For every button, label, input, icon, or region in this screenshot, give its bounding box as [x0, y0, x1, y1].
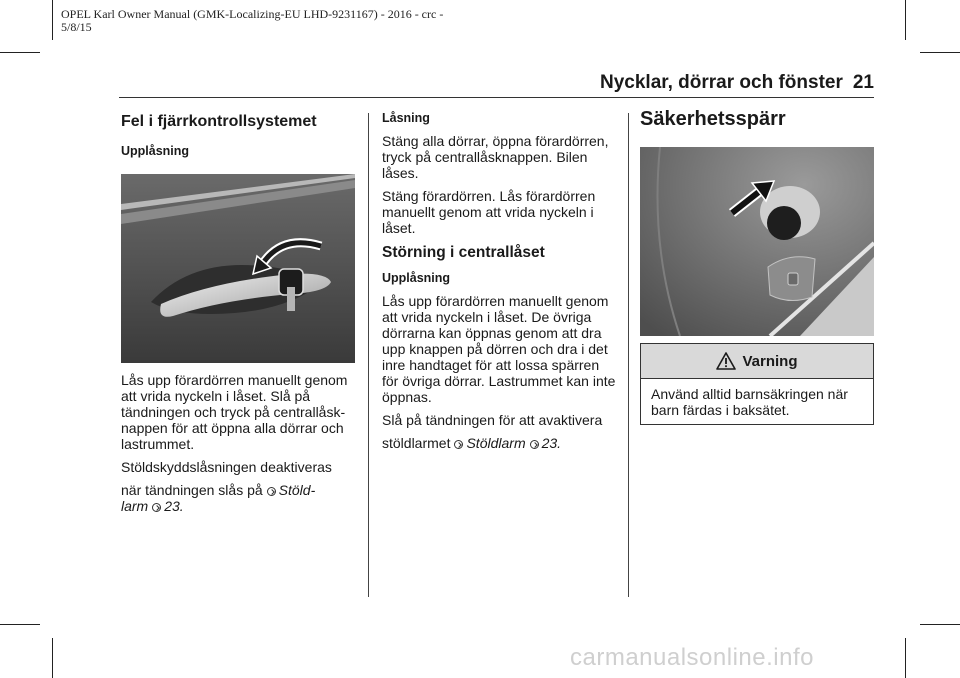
subsection-heading: Låsning: [382, 111, 430, 125]
warning-text: Använd alltid barnsäkringen när barn färdas i baksätet.: [651, 386, 848, 418]
crop-mark: [920, 624, 960, 625]
cross-reference-link[interactable]: Stöldlarm: [466, 435, 526, 451]
paragraph: Slå på tändningen för att avaktivera: [382, 412, 603, 428]
paragraph: Stöldskyddslåsningen deaktiveras: [121, 459, 332, 475]
section-heading: Säkerhetsspärr: [640, 108, 786, 130]
column-divider: [368, 113, 369, 597]
print-metadata-line: OPEL Karl Owner Manual (GMK-Localizing-EU LHD-9231167) - 2016 - crc -: [61, 7, 444, 21]
crop-mark: [920, 52, 960, 53]
crop-mark: [0, 52, 40, 53]
subsection-heading: Upplåsning: [382, 271, 451, 285]
page-number: 21: [852, 72, 874, 93]
column-middle: [382, 108, 618, 451]
section-heading: Störning i centrallåset: [382, 244, 545, 261]
paragraph: Stäng alla dörrar, öppna förardörren, tryck på centrallåsknappen. Bilen låses.: [382, 133, 609, 181]
page-reference-icon: [454, 440, 463, 449]
column-right: [640, 108, 874, 425]
cross-reference-line: [382, 435, 618, 451]
cross-reference-link[interactable]: larm: [121, 498, 149, 514]
warning-title: Varning: [742, 352, 798, 370]
cross-reference-line: [121, 498, 355, 514]
crop-mark: [905, 638, 906, 678]
paragraph: Stäng förardörren. Lås förardörren manuellt genom att vrida nyckeln i låset.: [382, 188, 596, 236]
child-safety-lock-illustration: [640, 147, 874, 336]
crop-mark: [0, 624, 40, 625]
column-left: [121, 108, 355, 514]
page-reference-icon: [152, 503, 161, 512]
print-metadata-line: 5/8/15: [61, 20, 92, 34]
print-metadata: [61, 8, 501, 34]
paragraph: Lås upp förardörren manuellt genom att vrida nyckeln i låset. Slå på tändningen och tryck på centrallåsk-nappen för att öppna alla dörrar och lastrummet.: [121, 372, 348, 452]
cross-reference-line: [121, 482, 355, 498]
cross-reference-link[interactable]: Stöld-: [278, 482, 316, 498]
crop-mark: [52, 0, 53, 40]
watermark: carmanualsonline.info: [570, 644, 814, 671]
column-divider: [628, 113, 629, 597]
crop-mark: [905, 0, 906, 40]
running-header: [600, 72, 874, 94]
paragraph: Lås upp förardörren manuellt genom att vrida nyckeln i låset. De övriga dörrarna kan öppnas genom att dra upp knappen på dörren och dra i det inre handtaget för att lossa spärren för övriga dörrar. Lastrummet kan inte öppnas.: [382, 293, 616, 405]
page-reference[interactable]: 23.: [541, 435, 562, 451]
crop-mark: [52, 638, 53, 678]
page-reference[interactable]: 23.: [164, 498, 184, 514]
section-heading: Fel i fjärrkontrollsystemet: [121, 113, 317, 130]
warning-box: [640, 343, 874, 425]
subsection-heading: Upplåsning: [121, 144, 190, 158]
text: stöldlarmet: [382, 435, 451, 451]
header-rule: [119, 97, 874, 98]
warning-header: [641, 344, 873, 379]
page-reference-icon: [267, 487, 276, 496]
page-reference-icon: [530, 440, 539, 449]
text: när tändningen slås på: [121, 482, 263, 498]
chapter-title: Nycklar, dörrar och fönster: [600, 72, 843, 93]
door-handle-key-illustration: [121, 174, 355, 363]
warning-icon: [716, 352, 736, 370]
